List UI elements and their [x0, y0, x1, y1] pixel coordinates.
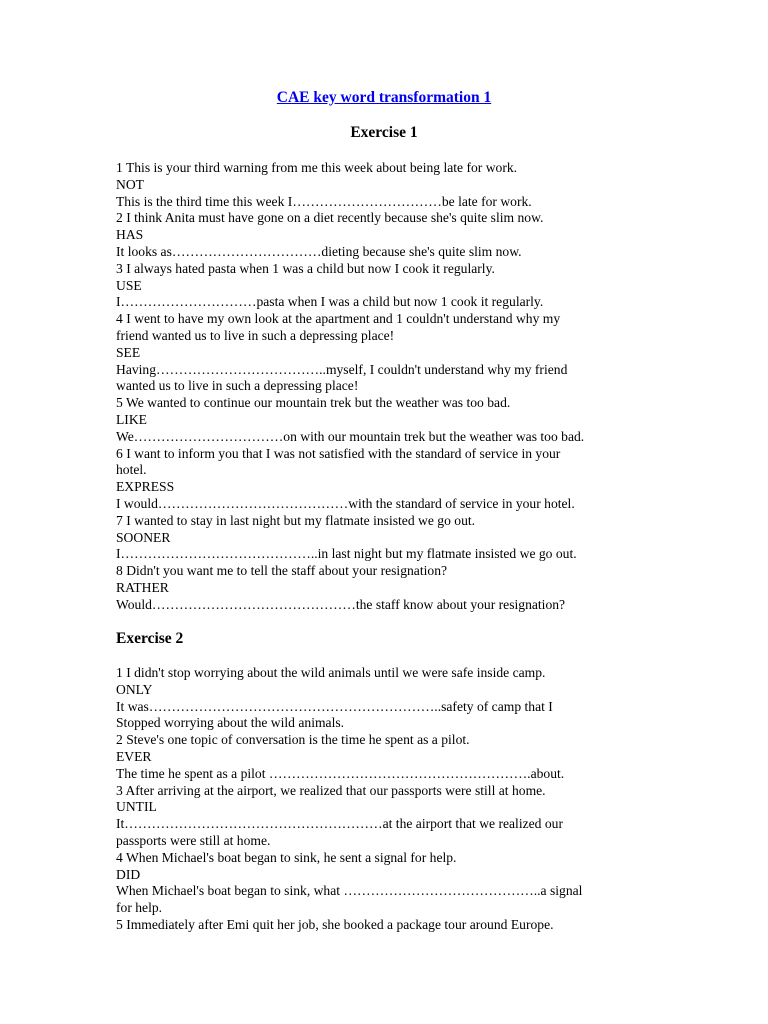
title-link[interactable]: CAE key word transformation 1 [276, 89, 492, 106]
question-3-sentence: 3 After arriving at the airport, we realized that our passports were still at home. [116, 782, 546, 798]
question-5-gap-sentence: We……………………………on with our mountain trek but the weather was too bad. [116, 428, 585, 444]
question-2-keyword: HAS [116, 227, 144, 243]
question-3-keyword: USE [116, 277, 142, 293]
question-1-gap-sentence-cont: Stopped worrying about the wild animals. [116, 715, 345, 731]
question-5-sentence: 5 We wanted to continue our mountain trek but the weather was too bad. [116, 395, 511, 411]
question-3-keyword: UNTIL [116, 799, 157, 815]
document-title [0, 89, 768, 107]
question-4-sentence: 4 When Michael's boat began to sink, he sent a signal for help. [116, 849, 457, 865]
question-2-keyword: EVER [116, 748, 152, 764]
question-4-gap-sentence: When Michael's boat began to sink, what ……………………………………..a signal [116, 883, 583, 899]
question-6-sentence: 6 I want to inform you that I was not satisfied with the standard of service in your [116, 445, 561, 461]
question-3-gap-sentence: It…………………………………………………at the airport that we realized our [116, 816, 563, 832]
question-4-keyword: DID [116, 866, 141, 882]
question-2-sentence: 2 I think Anita must have gone on a diet recently because she's quite slim now. [116, 210, 544, 226]
question-7-keyword: SOONER [116, 529, 171, 545]
question-7-sentence: 7 I wanted to stay in last night but my flatmate insisted we go out. [116, 512, 476, 528]
question-6-keyword: EXPRESS [116, 479, 175, 495]
exercise-2-body [116, 665, 656, 934]
question-4-gap-sentence-cont: for help. [116, 900, 163, 916]
question-2-sentence: 2 Steve's one topic of conversation is the time he spent as a pilot. [116, 732, 470, 748]
question-4-gap-sentence: Having………………………………..myself, I couldn't understand why my friend [116, 361, 568, 377]
question-8-sentence: 8 Didn't you want me to tell the staff about your resignation? [116, 563, 448, 579]
question-6-sentence-cont: hotel. [116, 462, 147, 478]
question-1-sentence: 1 This is your third warning from me this week about being late for work. [116, 160, 518, 175]
question-3-sentence: 3 I always hated pasta when 1 was a child but now I cook it regularly. [116, 260, 495, 276]
question-3-gap-sentence: I…………………………pasta when I was a child but now 1 cook it regularly. [116, 294, 544, 310]
question-5-keyword: LIKE [116, 411, 147, 427]
question-8-gap-sentence: Would………………………………………the staff know about your resignation? [116, 596, 566, 612]
question-4-sentence: 4 I went to have my own look at the apartment and 1 couldn't understand why my [116, 311, 561, 327]
question-7-gap-sentence: I……………………………………..in last night but my flatmate insisted we go out. [116, 546, 577, 562]
question-1-gap-sentence: This is the third time this week I……………………………be late for work. [116, 193, 532, 209]
question-4-keyword: SEE [116, 344, 141, 360]
question-2-gap-sentence: The time he spent as a pilot ………………………………………………….about. [116, 765, 565, 781]
question-4-gap-sentence-cont: wanted us to live in such a depressing place! [116, 378, 359, 394]
exercise-1-body [116, 160, 656, 614]
question-1-keyword: NOT [116, 176, 144, 192]
question-6-gap-sentence: I would……………………………………with the standard of service in your hotel. [116, 495, 575, 511]
question-3-gap-sentence-cont: passports were still at home. [116, 832, 271, 848]
question-5-sentence: 5 Immediately after Emi quit her job, she booked a package tour around Europe. [116, 916, 554, 932]
exercise-2-heading: Exercise 2 [116, 630, 184, 647]
question-8-keyword: RATHER [116, 579, 169, 595]
question-4-sentence-cont: friend wanted us to live in such a depressing place! [116, 327, 395, 343]
exercise-1-heading: Exercise 1 [350, 124, 418, 141]
question-1-sentence: 1 I didn't stop worrying about the wild animals until we were safe inside camp. [116, 665, 546, 680]
question-2-gap-sentence: It looks as……………………………dieting because she's quite slim now. [116, 243, 522, 259]
question-1-gap-sentence: It was………………………………………………………..safety of camp that I [116, 698, 553, 714]
question-1-keyword: ONLY [116, 681, 153, 697]
